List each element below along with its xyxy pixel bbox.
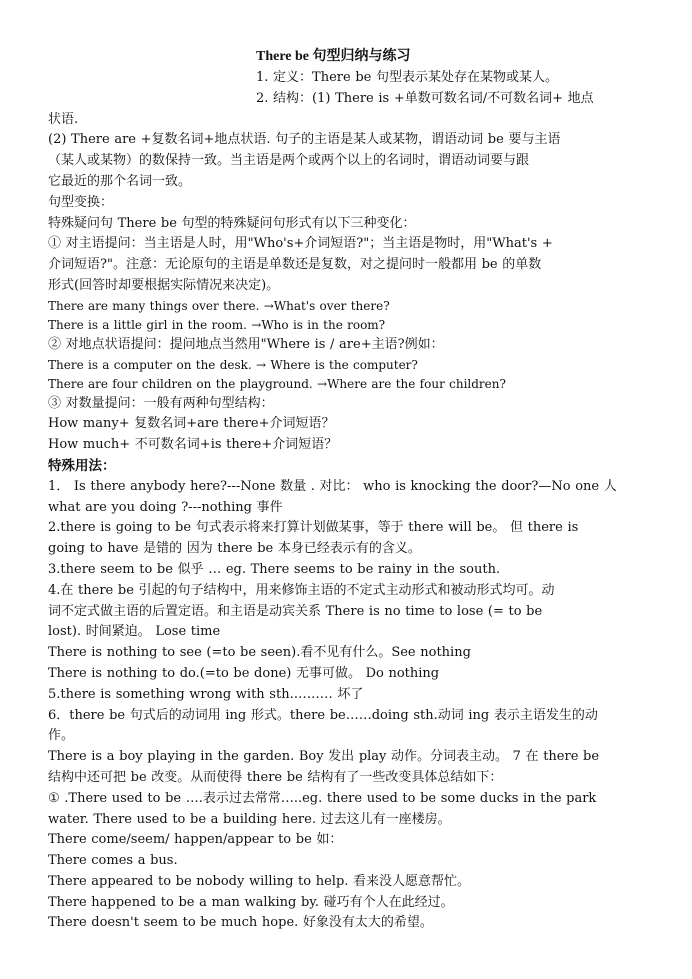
- text-line: 特殊疑问句 There be 句型的特殊疑问句形式有以下三种变化：: [48, 215, 416, 231]
- text-line: There comes a bus.: [48, 853, 178, 869]
- formula-line: How much+ 不可数名词+is there+介词短语？: [48, 437, 338, 453]
- text-line: There appeared to be nobody willing to help. 看来没人愿意帮忙。: [48, 873, 471, 889]
- text-line: 结构中还可把 be 改变。从而使得 there be 结构有了一些改变具体总结如下：: [48, 769, 503, 785]
- example-line: There are many things over there. →What's over there?: [48, 298, 390, 313]
- text-line: 6．there be 句式后的动词用 ing 形式。there be……doing sth.动词 ing 表示主语发生的动: [48, 707, 598, 723]
- text-line: There come/seem/ happen/appear to be 如：: [48, 832, 343, 848]
- text-line: ① .There used to be ….表示过去常常…..eg. there used to be some ducks in the park: [48, 790, 597, 806]
- structure-line: 2. 结构：(1) There is +单数可数名词/不可数名词+ 地点: [256, 90, 594, 106]
- text-line: There is nothing to do.(=to be done) 无事可做。 Do nothing: [48, 665, 440, 681]
- formula-line: How many+ 复数名词+are there+介词短语？: [48, 416, 335, 432]
- text-line: ① 对主语提问：当主语是人时，用"Who's+介词短语?"；当主语是物时，用"What's +: [48, 236, 553, 252]
- text-line: going to have 是错的 因为 there be 本身已经表示有的含义。: [48, 541, 421, 557]
- text-line: 5.there is something wrong with sth.……… 坏了: [48, 686, 364, 702]
- text-line: ② 对地点状语提问：提问地点当然用"Where is / are+主语?例如：: [48, 336, 444, 352]
- text-line: There is nothing to see (=to be seen).看不见有什么。See nothing: [48, 645, 471, 661]
- example-line: There is a little girl in the room. →Who is in the room?: [48, 317, 386, 332]
- text-line: (2) There are +复数名词+地点状语. 句子的主语是某人或某物，谓语动词 be 要与主语: [48, 132, 561, 148]
- text-line: There happened to be a man walking by. 碰巧有个人在此经过。: [48, 894, 454, 910]
- text-line: 1． Is there anybody here?---None 数量 . 对比： who is knocking the door?—No one 人: [48, 478, 617, 494]
- text-line: （某人或某物）的数保持一致。当主语是两个或两个以上的名词时，谓语动词要与跟: [48, 153, 530, 169]
- text-line: 词不定式做主语的后置定语。和主语是动宾关系 There is no time to lose (= to be: [48, 603, 543, 619]
- text-line: 状语.: [48, 111, 79, 127]
- text-line: 它最近的那个名词一致。: [48, 173, 192, 189]
- text-line: water. There used to be a building here. 过去这儿有一座楼房。: [48, 811, 451, 827]
- text-line: ③ 对数量提问：一般有两种句型结构：: [48, 395, 274, 411]
- text-line: 4.在 there be 引起的句子结构中，用来修饰主语的不定式主动形式和被动形式均可。动: [48, 582, 555, 598]
- text-line: what are you doing ?---nothing 事件: [48, 499, 283, 515]
- example-line: There are four children on the playground. →Where are the four children?: [48, 376, 506, 391]
- document-title: There be 句型归纳与练习: [256, 49, 411, 64]
- text-line: 形式(回答时却要根据实际情况来决定)。: [48, 277, 280, 293]
- example-line: There is a computer on the desk. → Where is the computer?: [48, 357, 418, 372]
- definition-line: 1. 定义：There be 句型表示某处存在某物或某人。: [256, 70, 558, 85]
- section-heading: 句型变换：: [48, 194, 114, 210]
- text-line: 作。: [48, 728, 75, 744]
- text-line: lost). 时间紧迫。 Lose time: [48, 624, 221, 640]
- text-line: There is a boy playing in the garden. Boy 发出 play 动作。分词表主动。 7 在 there be: [48, 749, 600, 765]
- text-line: 3.there seem to be 似乎 … eg. There seems to be rainy in the south.: [48, 561, 501, 577]
- special-usage-heading: 特殊用法：: [48, 457, 116, 474]
- text-line: 2.there is going to be 句式表示将来打算计划做某事，等于 there will be。 但 there is: [48, 520, 579, 536]
- text-line: There doesn't seem to be much hope. 好象没有太大的希望。: [48, 915, 433, 931]
- text-line: 介词短语?"。注意：无论原句的主语是单数还是复数，对之提问时一般都用 be 的单数: [48, 257, 542, 273]
